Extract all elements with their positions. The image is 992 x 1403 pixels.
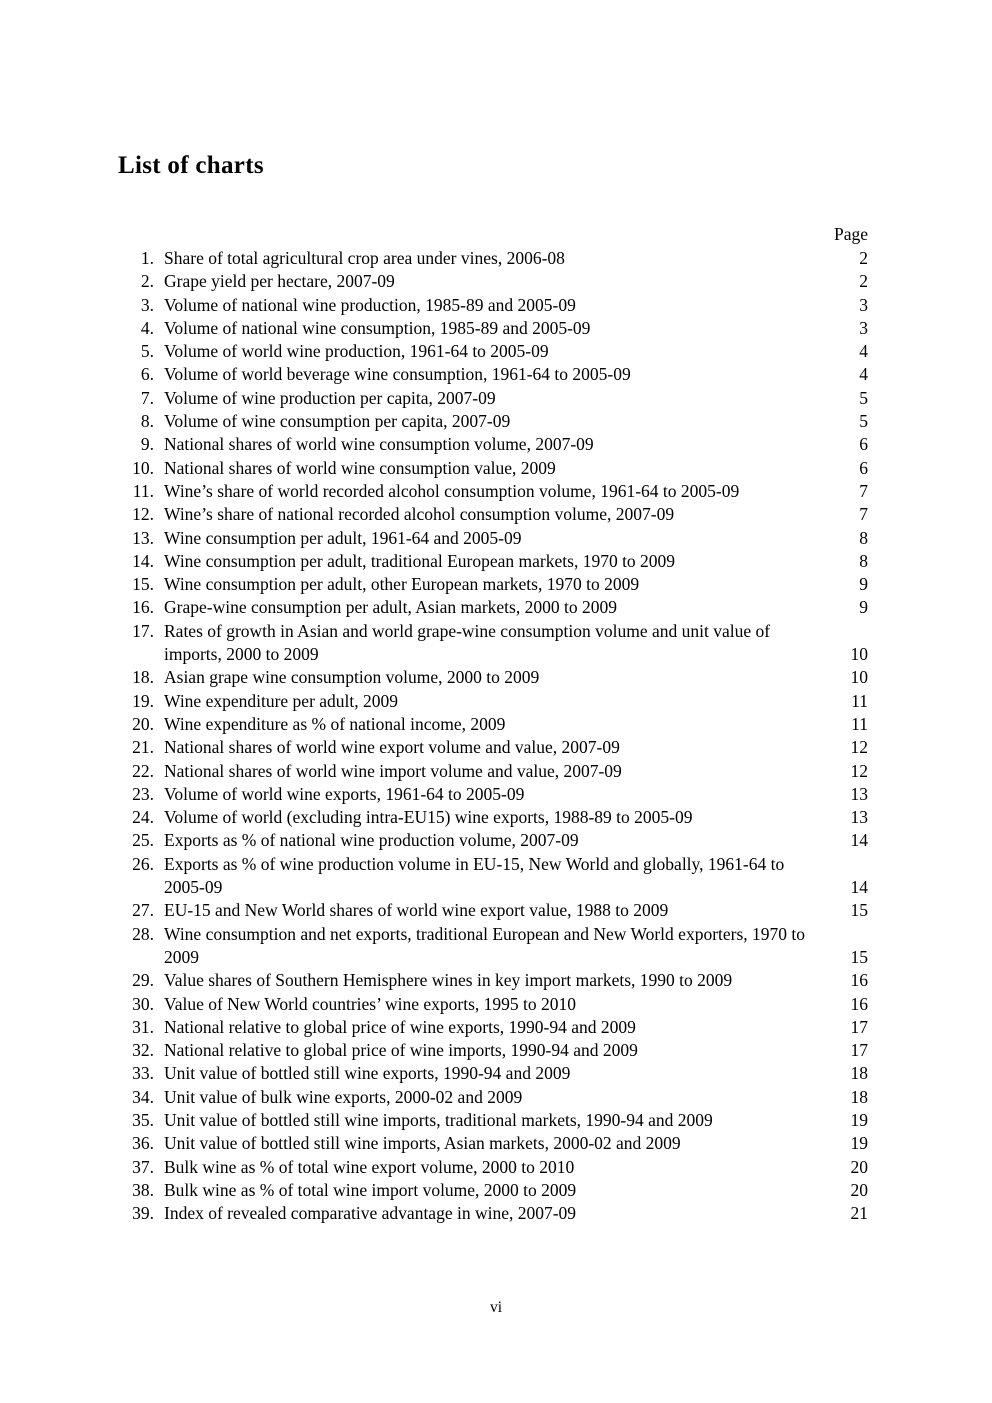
chart-item-label: Rates of growth in Asian and world grape-wine consumption volume and unit value of imports, 2000 to 2009 <box>164 620 771 665</box>
chart-item-page-number: 16 <box>850 970 868 991</box>
chart-item-label: Wine consumption per adult, 1961-64 and 2005-09 <box>164 527 522 548</box>
chart-list-item[interactable] <box>118 736 874 759</box>
chart-item-number: 3. <box>140 294 154 315</box>
chart-item-label: Volume of world beverage wine consumption, 1961-64 to 2005-09 <box>164 364 631 385</box>
chart-item-number: 34. <box>132 1086 154 1107</box>
chart-list-item[interactable] <box>118 993 874 1016</box>
chart-item-number: 12. <box>132 504 154 525</box>
chart-list-item[interactable] <box>118 387 874 410</box>
chart-item-page-number: 8 <box>859 527 868 548</box>
chart-item-number: 18. <box>132 667 154 688</box>
chart-item-label: Unit value of bottled still wine imports, traditional markets, 1990-94 and 2009 <box>164 1109 713 1130</box>
chart-list-item[interactable] <box>118 317 874 340</box>
chart-item-number: 9. <box>140 434 154 455</box>
chart-item-page-number: 10 <box>850 644 868 665</box>
chart-item-number: 35. <box>132 1109 154 1130</box>
page-column-header: Page <box>833 224 868 244</box>
chart-item-page-number: 11 <box>851 690 868 711</box>
chart-list-item[interactable] <box>118 783 874 806</box>
chart-item-number: 21. <box>132 737 154 758</box>
folio-number: vi <box>489 1299 503 1316</box>
chart-item-page-number: 21 <box>850 1203 868 1224</box>
chart-item-page-number: 4 <box>859 341 868 362</box>
chart-item-number: 30. <box>132 993 154 1014</box>
chart-item-label: Share of total agricultural crop area under vines, 2006-08 <box>164 248 565 268</box>
chart-item-number: 15. <box>132 574 154 595</box>
page-title: List of charts <box>118 152 264 179</box>
chart-item-number: 6. <box>140 364 154 385</box>
chart-item-label: Wine consumption per adult, other European markets, 1970 to 2009 <box>164 574 640 595</box>
chart-item-page-number: 3 <box>859 294 868 315</box>
chart-list-item[interactable] <box>118 1202 874 1225</box>
chart-list-item[interactable] <box>118 247 874 270</box>
chart-list-item[interactable] <box>118 1132 874 1155</box>
chart-item-label: Volume of wine production per capita, 2007-09 <box>164 387 496 408</box>
chart-item-page-number: 5 <box>859 411 868 432</box>
chart-item-label: National shares of world wine consumption volume, 2007-09 <box>164 434 594 455</box>
chart-list-item[interactable] <box>118 806 874 829</box>
chart-item-number: 32. <box>132 1040 154 1061</box>
chart-item-page-number: 7 <box>859 480 868 501</box>
chart-item-page-number: 2 <box>859 271 868 292</box>
chart-item-page-number: 12 <box>850 760 868 781</box>
chart-item-page-number: 18 <box>850 1086 868 1107</box>
chart-list-item[interactable] <box>118 503 874 526</box>
chart-item-number: 8. <box>140 411 154 432</box>
chart-item-page-number: 9 <box>859 597 868 618</box>
chart-item-number: 27. <box>132 900 154 921</box>
chart-item-number: 22. <box>132 760 154 781</box>
chart-item-label: National relative to global price of wine exports, 1990-94 and 2009 <box>164 1016 636 1037</box>
chart-item-page-number: 3 <box>859 317 868 338</box>
chart-item-label: Volume of wine consumption per capita, 2007-09 <box>164 411 511 432</box>
chart-item-page-number: 14 <box>850 830 868 851</box>
chart-item-label: National shares of world wine consumption value, 2009 <box>164 457 556 478</box>
chart-item-number: 39. <box>132 1203 154 1224</box>
chart-item-number: 5. <box>140 341 154 362</box>
chart-item-label: Exports as % of national wine production volume, 2007-09 <box>164 830 579 851</box>
chart-item-label: Bulk wine as % of total wine import volume, 2000 to 2009 <box>164 1179 577 1200</box>
chart-list-item[interactable] <box>118 1039 874 1062</box>
chart-item-label: Volume of world (excluding intra-EU15) wine exports, 1988-89 to 2005-09 <box>164 807 693 828</box>
chart-item-page-number: 5 <box>859 387 868 408</box>
chart-item-page-number: 17 <box>850 1040 868 1061</box>
chart-item-number: 11. <box>132 480 154 501</box>
chart-item-label: Value shares of Southern Hemisphere wines in key import markets, 1990 to 2009 <box>164 970 733 991</box>
chart-list-item[interactable] <box>118 1062 874 1085</box>
chart-list-item[interactable] <box>118 596 874 619</box>
chart-item-label: Wine expenditure as % of national income, 2009 <box>164 713 506 734</box>
chart-item-label: Value of New World countries’ wine exports, 1995 to 2010 <box>164 993 577 1014</box>
chart-list-item[interactable] <box>118 1109 874 1132</box>
chart-list-item[interactable] <box>118 829 874 852</box>
chart-item-number: 14. <box>132 550 154 571</box>
chart-item-page-number: 10 <box>850 667 868 688</box>
chart-item-number: 13. <box>132 527 154 548</box>
chart-item-label: Volume of national wine consumption, 1985-89 and 2005-09 <box>164 317 591 338</box>
chart-list-item[interactable] <box>118 363 874 386</box>
chart-item-label: National relative to global price of wine imports, 1990-94 and 2009 <box>164 1040 638 1061</box>
chart-item-label: Bulk wine as % of total wine export volume, 2000 to 2010 <box>164 1156 575 1177</box>
chart-item-label: Exports as % of wine production volume in EU-15, New World and globally, 1961-64 to 2005-09 <box>164 853 785 898</box>
chart-item-number: 23. <box>132 783 154 804</box>
chart-list-item[interactable] <box>118 527 874 550</box>
chart-item-label: Wine’s share of national recorded alcohol consumption volume, 2007-09 <box>164 504 675 525</box>
chart-item-number: 7. <box>140 387 154 408</box>
chart-item-page-number: 2 <box>859 248 868 268</box>
chart-item-label: Index of revealed comparative advantage in wine, 2007-09 <box>164 1203 577 1224</box>
chart-item-number: 24. <box>132 807 154 828</box>
chart-list-item[interactable] <box>118 294 874 317</box>
chart-list-item[interactable] <box>118 853 874 900</box>
chart-item-label: Wine consumption per adult, traditional European markets, 1970 to 2009 <box>164 550 676 571</box>
chart-item-label: Wine’s share of world recorded alcohol consumption volume, 1961-64 to 2005-09 <box>164 480 740 501</box>
chart-list-item[interactable] <box>118 573 874 596</box>
chart-list-item[interactable] <box>118 550 874 573</box>
chart-item-number: 16. <box>132 597 154 618</box>
chart-item-number: 25. <box>132 830 154 851</box>
chart-item-label: Asian grape wine consumption volume, 2000 to 2009 <box>164 667 540 688</box>
chart-item-label: Grape-wine consumption per adult, Asian markets, 2000 to 2009 <box>164 597 617 618</box>
chart-item-page-number: 17 <box>850 1016 868 1037</box>
chart-list-item[interactable] <box>118 480 874 503</box>
chart-list-item[interactable] <box>118 410 874 433</box>
chart-list-item[interactable] <box>118 923 874 970</box>
chart-item-number: 17. <box>132 620 154 641</box>
chart-item-number: 1. <box>140 248 154 268</box>
chart-item-number: 37. <box>132 1156 154 1177</box>
chart-list-item[interactable] <box>118 899 874 922</box>
chart-list-item[interactable] <box>118 1016 874 1039</box>
chart-item-page-number: 4 <box>859 364 868 385</box>
chart-item-page-number: 8 <box>859 550 868 571</box>
chart-item-page-number: 6 <box>859 457 868 478</box>
chart-list <box>118 247 874 1225</box>
chart-list-item[interactable] <box>118 1179 874 1202</box>
chart-item-page-number: 9 <box>859 574 868 595</box>
chart-item-number: 19. <box>132 690 154 711</box>
chart-list-item[interactable] <box>118 340 874 363</box>
chart-item-number: 38. <box>132 1179 154 1200</box>
chart-item-number: 36. <box>132 1133 154 1154</box>
chart-item-number: 2. <box>140 271 154 292</box>
chart-item-page-number: 19 <box>850 1133 868 1154</box>
list-of-charts-section <box>118 152 874 1225</box>
chart-item-number: 4. <box>140 317 154 338</box>
chart-item-page-number: 16 <box>850 993 868 1014</box>
chart-list-item[interactable] <box>118 457 874 480</box>
chart-list-item[interactable] <box>118 433 874 456</box>
chart-item-number: 10. <box>132 457 154 478</box>
chart-item-number: 20. <box>132 713 154 734</box>
chart-item-number: 31. <box>132 1016 154 1037</box>
chart-item-label: Volume of world wine exports, 1961-64 to 2005-09 <box>164 783 525 804</box>
chart-item-label: Unit value of bottled still wine imports, Asian markets, 2000-02 and 2009 <box>164 1133 681 1154</box>
chart-item-page-number: 20 <box>850 1156 868 1177</box>
chart-item-label: EU-15 and New World shares of world wine export value, 1988 to 2009 <box>164 900 669 921</box>
chart-item-label: Unit value of bottled still wine exports, 1990-94 and 2009 <box>164 1063 571 1084</box>
chart-list-item[interactable] <box>118 620 874 667</box>
chart-item-page-number: 7 <box>859 504 868 525</box>
chart-item-number: 33. <box>132 1063 154 1084</box>
chart-item-label: Volume of national wine production, 1985-89 and 2005-09 <box>164 294 576 315</box>
chart-list-item[interactable] <box>118 713 874 736</box>
chart-item-label: Grape yield per hectare, 2007-09 <box>164 271 395 292</box>
chart-item-number: 26. <box>132 853 154 874</box>
chart-item-page-number: 20 <box>850 1179 868 1200</box>
chart-list-item[interactable] <box>118 760 874 783</box>
chart-item-page-number: 15 <box>850 946 868 967</box>
chart-item-label: Wine consumption and net exports, traditional European and New World exporters, 1970 to 2009 <box>164 923 806 967</box>
chart-item-page-number: 19 <box>850 1109 868 1130</box>
chart-list-item[interactable] <box>118 969 874 992</box>
chart-item-page-number: 18 <box>850 1063 868 1084</box>
chart-item-label: National shares of world wine export volume and value, 2007-09 <box>164 737 620 758</box>
chart-item-label: Wine expenditure per adult, 2009 <box>164 690 399 711</box>
chart-item-label: Volume of world wine production, 1961-64 to 2005-09 <box>164 341 549 362</box>
chart-item-page-number: 6 <box>859 434 868 455</box>
chart-item-page-number: 14 <box>850 877 868 898</box>
chart-item-page-number: 15 <box>850 900 868 921</box>
chart-item-label: National shares of world wine import volume and value, 2007-09 <box>164 760 622 781</box>
chart-item-page-number: 11 <box>851 713 868 734</box>
chart-list-item[interactable] <box>118 690 874 713</box>
chart-item-label: Unit value of bulk wine exports, 2000-02 and 2009 <box>164 1086 523 1107</box>
chart-item-number: 29. <box>132 970 154 991</box>
chart-list-item[interactable] <box>118 270 874 293</box>
chart-list-item[interactable] <box>118 666 874 689</box>
chart-list-item[interactable] <box>118 1086 874 1109</box>
chart-item-page-number: 13 <box>850 807 868 828</box>
chart-item-number: 28. <box>132 923 154 944</box>
chart-list-item[interactable] <box>118 1156 874 1179</box>
chart-item-page-number: 12 <box>850 737 868 758</box>
chart-item-page-number: 13 <box>850 783 868 804</box>
